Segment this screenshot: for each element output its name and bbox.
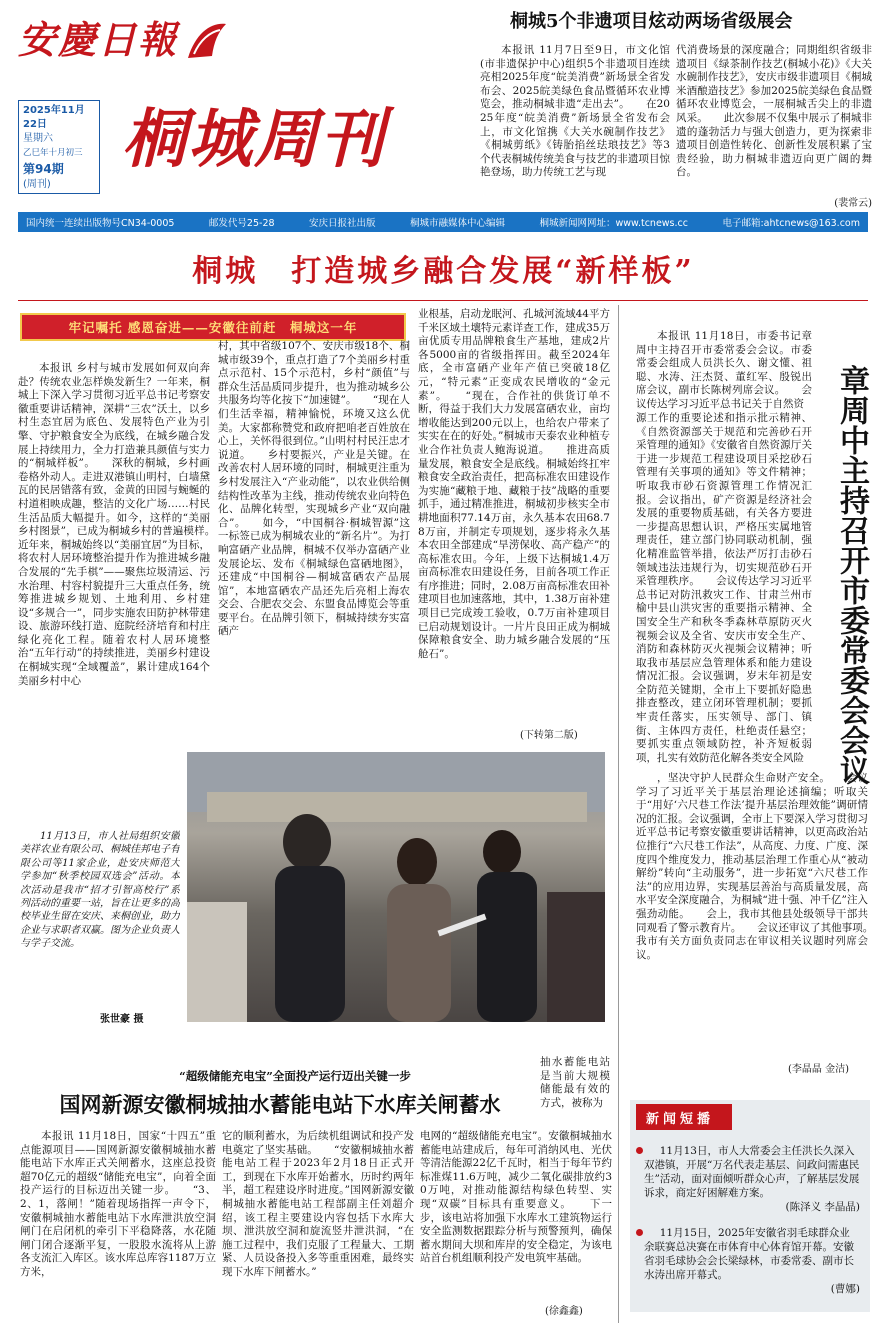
news-brief-title: 新闻短播 <box>646 1111 715 1127</box>
bullet-icon <box>636 1147 643 1154</box>
news-brief-text: 11月13日，市人大常委会主任洪长久深入双港镇，开展“万名代表走基层、问政问需惠民生”活动，面对面倾听群众心声，了解基层发展诉求，商定好困解难方案。 <box>644 1145 860 1199</box>
bottom-kicker: “超级储能充电宝”全面投产运行迈出关键一步 <box>179 1069 411 1083</box>
top-story <box>458 8 878 208</box>
main-article-col2: 村，其中省级107个、安庆市级18个、桐城市级39个，重点打造了7个美丽乡村重点示范村、15个示范村，乡村“颜值”与群众生活品质同步提升，也为推动城乡公共服务均等化按下“加速键”。 “现在人们生活幸福，精神愉悦，环境又这么优美。大家都称赞党和政府把咱老百姓放在心上，关怀得很到位。”山明村村民汪忠才说道。 乡村要振兴，产业是关键。在改善农村人居环境的同时，桐城更注重为乡村发展注入“产业动能”，以农业供给侧结构性改革为主线，推动传统农业向特色化、品牌化转型，实现城乡产业“双向融合”。 如今，“中国桐谷·桐城智源”这一标签已成为桐城农业的“新名片”。为打响富硒产业品牌，桐城不仅举办富硒产业发展论坛、发布《桐城绿色富硒地图》，还建成“中国桐谷—桐城富硒农产品展馆”，本地富硒农产品还先后亮相上海农交会、合肥农交会、东盟食品博览会等重要平台。在品牌引领下，桐城持续夯实富硒产 <box>218 340 410 638</box>
issue-number: 第94期 <box>23 162 64 176</box>
info-email[interactable]: 电子邮箱:ahtcnews@163.com <box>722 218 860 229</box>
main-article-continued: (下转第二版) <box>520 730 578 741</box>
paper-logo <box>18 14 228 72</box>
right-article-body-part: 源工作的重要论述和指示批示精神、《自然资源部关于规范和完善砂石开采管理的通知》《安徽省自然资源厅关于进一步规范工程建设项目采挖砂石管理有关事项的通知》等文件精神；听取我市砂石资源管理工作情况汇报。会议指出，矿产资源是经济社会发展的重要物质基础，有关各方要进一步提高思想认识，严格压实属地管理责任，建立部门协同联动机制，强化精准监管举措，依法严厉打击砂石领域违法违规行为，切实规范砂石开采管理秩序。 会议传达学习习近平总书记对防汛救灾工作、甘肃兰州市榆中县山洪灾害的重要指示精神、全国安全生产和秋冬季森林草原防灭火视频会议及全省、安庆市安全生产、消防和森林防灭火视频会议精神；听取我市基层应急管理体系和能力建设情况汇报。会议强调，岁末年初是安全防范关键期，全市上下要抓好隐患排查整改，建立闭环管理机制；要抓牢责任落实，压实领导、部门、镇街、主体四方责任，杜绝责任悬空；要抓实重点领域防控，补齐短板弱项，扎实有效防范化解各类安全风险 <box>636 412 812 764</box>
date-box <box>18 100 100 194</box>
main-article-col3: 业根基，启动龙眠河、孔城河流域44平方千米区域土壤特元素详查工作，建成35万亩优质专用品牌粮食生产基地，建成2片各5000亩的省级指挥田。截至2024年底，全市富硒产业年产值已突破18亿元，“特元素”正变成农民增收的“金元素”。 “现在，合作社的供货订单不断，得益于我们大力发展富硒农业，亩均增收能达到200元以上，也给农户带来了实实在在的好处。”桐城市天泰农业种植专业合作社负责人鲍海说道。 推进高质量发展，粮食安全是底线。桐城始终扛牢粮食安全政治责任，把高标准农田建设作为实施“藏粮于地、藏粮于技”战略的重要抓手，通过精准推进，桐城初步核实全市耕地面积77.14万亩，永久基本农田68.78万亩，并制定专项规划，逐步将永久基本农田全部建成“旱涝保收、高产稳产”的高标准农田。今年，上级下达桐城1.4万亩高标准农田建设任务，目前各项工作正有序推进；同时，2.08万亩高标准农田补建项目也加速落地，其中，1.38万亩补建项目已完成竣工验收，0.7万亩补建项目已启动规划设计。一片片良田正成为桐城保障粮食安全、助力城乡融合发展的“压舱石”。 <box>418 308 610 660</box>
bottom-byline: (徐鑫鑫) <box>545 1306 583 1317</box>
headline-rule <box>18 300 868 301</box>
info-bar <box>18 212 868 232</box>
info-website[interactable]: 桐城新闻网网址：www.tcnews.cc <box>539 218 688 229</box>
photo-scene <box>187 752 605 1022</box>
bottom-side-note: 抽水蓄能电站是当前大规模储能最有效的方式，被称为 <box>540 1056 610 1109</box>
logo-flag-icon <box>184 18 228 64</box>
news-brief-byline: (曹娜) <box>830 1283 860 1295</box>
bottom-col2: 它的顺利蓄水，为后续机组调试和投产发电奠定了坚实基础。 “安徽桐城抽水蓄能电站工程于2023年2月18日正式开工，到现在下水库开始蓄水，历时约两年半，超工程建设序时进度。”国网新源安徽桐城抽水蓄能电站工程部副主任刘超介绍，该工程主要建设内容包括下水库大坝、泄洪放空洞和旋流竖井泄洪洞，“在施工过程中，我们克服了工程量大、工期紧、人员设备投入多等重重困难，最终实现下水库下闸蓄水。” <box>222 1130 414 1278</box>
top-story-byline: (裴常云) <box>834 198 872 209</box>
right-article-body-part: ，坚决守护人民群众生命财产安全。 会议学习了习近平关于基层治理论述摘编；听取关于“用好‘六尺巷工作法’提升基层治理效能”调研情况的汇报。会议强调，全市上下要深入学习贯彻习近平总书记考察安徽重要讲话精神，以更高政治站位推行“六尺巷工作法”，从高度、力度、广度、深度四个维度发力，推动基层治理工作重心从“被动解纷”转向“主动服务”，进一步拓宽“六尺巷工作法”的应用边界，实现基层善治与高质量发展，高水平安全深度融合，为桐城“进十强、冲千亿”注入强劲动能。 会上，我市其他县处级领导干部共同观看了警示教育片。 会议还审议了其他事项。 我市有关方面负责同志在审议相关议题时列席会议。 <box>636 772 868 961</box>
issue-lunar: 乙巳年十月初三 <box>23 148 83 158</box>
info-publisher: 安庆日报社出版 <box>309 218 376 229</box>
right-article-title: 章周中主持召开市委常委会会议 <box>834 365 869 785</box>
news-brief-item <box>644 1226 860 1296</box>
news-brief-byline: (陈泽义 李晶晶) <box>785 1201 860 1213</box>
news-brief-item <box>644 1144 860 1214</box>
info-cn-number: 国内统一连续出版物号CN34-0005 <box>26 218 175 229</box>
right-article-intro <box>636 330 812 412</box>
news-brief-header <box>636 1104 732 1130</box>
bullet-icon <box>636 1229 643 1236</box>
bottom-col3: 电网的“超级储能充电宝”。安徽桐城抽水蓄能电站建成后，每年可消纳风电、光伏等清洁能源22亿千瓦时，相当于每年节约标准煤11.6万吨，减少二氧化碳排放约30万吨，对推动能源结构绿色转型、实现“双碳”目标具有重要意义。 下一步，该电站将加强下水库水工建筑物运行安全监测数据跟踪分析与预警预判，确保蓄水期间大坝和库岸的安全稳定，为该电站首台机组顺利投产发电筑牢基础。 <box>420 1130 612 1265</box>
paper-name: 安慶日報 <box>18 17 179 62</box>
issue-date: 2025年11月22日 <box>23 105 85 130</box>
info-editor: 桐城市融媒体中心编辑 <box>410 218 506 229</box>
campaign-banner <box>20 313 406 341</box>
supplement-title: 桐城周刊 <box>122 102 386 177</box>
main-headline: 桐城 打造城乡融合发展“新样板” <box>192 254 695 289</box>
issue-weekday: 星期六 <box>23 133 53 144</box>
main-article-col1: 本报讯 乡村与城市发展如何双向奔赴？传统农业怎样焕发新生？一年来，桐城上下深入学习贯彻习近平总书记考察安徽重要讲话精神，深耕“三农”沃土，以乡村生态宜居为底色、发展特色产业为引擎、守护粮食安全为底线，在城乡融合发展上持续用力，全力打造兼具颜值与实力的“桐城样板”。 深秋的桐城，乡村画卷格外动人。走进双港镇山明村，白墙黛瓦的民居错落有致，金黄的田园与蜿蜒的村道相映成趣，整洁的文化广场……村民生活品质大幅提升。如今，这样的“美丽乡村图景”，已成为桐城乡村的普遍模样。 近年来，桐城始终以“美丽宜居”为目标，将农村人居环境整治提升作为推进城乡融合发展的“先手棋”——聚焦垃圾清运、污水治理、村容村貌提升三大重点任务，统筹推进城乡规划、土地利用、乡村建设“多规合一”，同步实施农田防护林带建设、旅游环线打造、庭院经济培育和村庄绿化亮化工程。随着农村人居环境整治“五年行动”的持续推进，美丽乡村建设在桐城实现“全域覆盖”，累计建成164个美丽乡村中心 <box>18 362 210 687</box>
campaign-banner-text: 牢记嘱托 感恩奋进——安徽往前赶 桐城这一年 <box>68 320 358 335</box>
bottom-col1: 本报讯 11月18日，国家“十四五”重点能源项目——国网新源安徽桐城抽水蓄能电站下水库正式关闸蓄水，这座总投资超70亿元的超级“储能充电宝”，向着全面投产运行的目标迈出关键一步。 “3、2、1，落闸！”随着现场指挥一声令下，安徽桐城抽水蓄能电站下水库泄洪放空洞闸门在启闭机的牵引下平稳降落，水花随闸门闭合逐渐平复，一股股水流将从上游各支流汇入库区。该水库总库容1187万立方米， <box>20 1130 216 1278</box>
right-article-body <box>636 412 812 772</box>
photo-credit: 张世豪 摄 <box>100 1014 144 1025</box>
top-story-col2: 代消费场景的深度融合；同期组织省级非遗项目《绿茶制作技艺(桐城小花)》《大关水碗制作技艺》，安庆市级非遗项目《桐城米酒酿造技艺》参加2025皖美绿色食品暨循环农业博览会，一展桐城舌尖上的非遗风采。 此次参展不仅集中展示了桐城非遗的蓬勃活力与强大创造力，更为探索非遗项目创造性转化、创新性发展积累了宝贵经验，助力桐城非遗迈向更广阔的舞台。 <box>676 44 872 179</box>
news-brief <box>630 1100 870 1312</box>
news-brief-text: 11月15日，2025年安徽省羽毛球群众业余联赛总决赛在市体育中心体育馆开幕。安徽省羽毛球协会会长梁绿林，市委常委、副市长水涛出席开幕式。 <box>644 1227 854 1281</box>
bottom-headline: 国网新源安徽桐城抽水蓄能电站下水库关闸蓄水 <box>59 1092 501 1117</box>
issue-frequency: (周刊) <box>23 179 51 190</box>
photo-caption: 11月13日，市人社局组织安徽美祥农业有限公司、桐城佳邦电子有限公司等11家企业，赴安庆师范大学参加“秋季校园双选会”活动。本次活动是我市“招才引智高校行”系列活动的重要一站，旨在让更多的高校毕业生留在安庆、来桐创业，助力企业与求职者双赢。图为企业负责人与学子交流。 <box>20 831 180 950</box>
top-story-col1: 本报讯 11月7日至9日，市文化馆(市非遗保护中心)组织5个非遗项目连续亮相2025年度“皖美消费”新场景全省发布会、2025皖美绿色食品暨循环农业博览会，推动桐城非遗“走出去”。 在2025年度“皖美消费”新场景全省发布会上，市文化馆携《大关水碗制作技艺》《桐城剪纸》《铸胎掐丝珐琅技艺》等3个代表桐城传统美食与技艺的非遗项目惊艳登场，助力传统工艺与现 <box>480 44 670 179</box>
right-article-body-rest <box>636 772 868 1072</box>
top-story-headline: 桐城5个非遗项目炫动两场省级展会 <box>510 11 793 32</box>
right-article-byline: (李晶晶 金洁) <box>788 1064 849 1075</box>
right-col-divider <box>618 305 619 1323</box>
event-photo <box>187 752 605 1022</box>
info-post-code: 邮发代号25-28 <box>208 218 275 229</box>
right-article-body-lead: 本报讯 11月18日，市委书记章周中主持召开市委常委会会议。市委常委会组成人员洪长久、谢文懂、祖聪、水涛、汪杰贤、董红军、殷锐出席会议，副市长陈树列席会议。 会议传达学习习近平总书记关于自然资 <box>636 330 812 410</box>
